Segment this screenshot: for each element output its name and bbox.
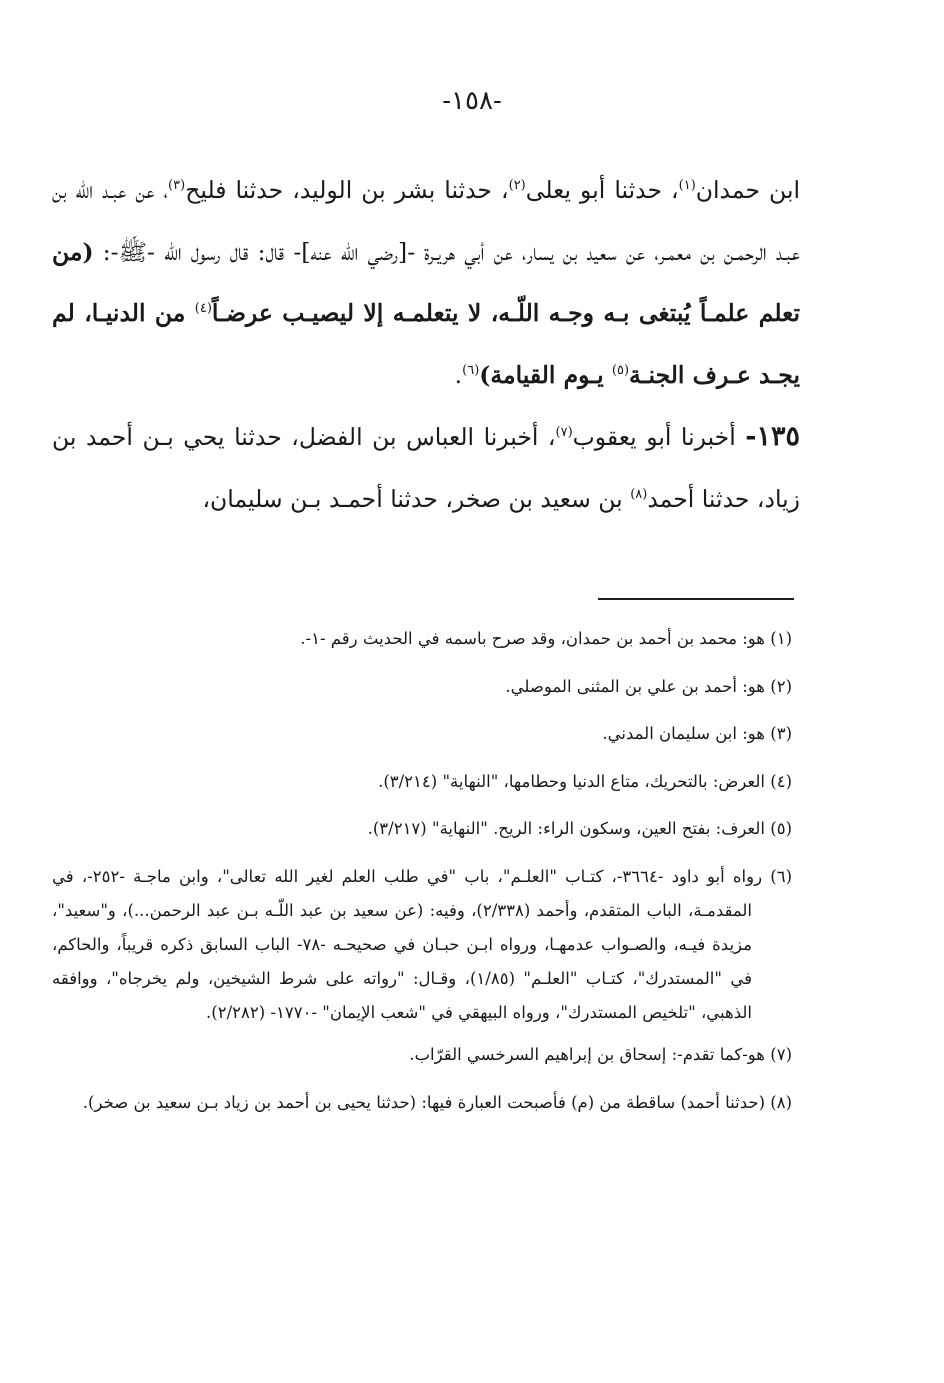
footnote-7: (٧) هو-كما تقدم-: إسحاق بن إبراهيم السرخسي القرّاب. [409, 1044, 792, 1064]
text-segment: أخبرنا أبو يعقوب [572, 423, 746, 451]
text-segment: بن سعيد بن صخر، حدثنا أحمـد بـن سليمان، [202, 484, 631, 513]
footnote-divider [598, 598, 794, 600]
footnote-5: (٥) العرف: بفتح العين، وسكون الراء: الريح. "النهاية" (٣/٢١٧). [367, 819, 792, 839]
text-segment: ، أخبرنا العباس بن الفضل، حدثنا يحي بـن أحمد بن زياد، حدثنا أحمد [52, 423, 800, 513]
footnote-1: (١) هو: محمد بن أحمد بن حمدان، وقد صرح باسمه في الحديث رقم -١-. [300, 629, 792, 648]
footnote-8: (٨) (حدثنا أحمد) ساقطة من (م) فأصبحت العبارة فيها: (حدثنا يحيى بن أحمد بن زياد بـن سعيد بن صخر). [82, 1092, 792, 1112]
text-segment: ابن حمدان [695, 176, 801, 204]
footnote-ref-8[interactable]: (٨) [630, 486, 648, 502]
footnote-ref-4[interactable]: (٤) [194, 301, 212, 317]
hadith-text-bold: يـوم القيامة) [479, 360, 612, 389]
footnote-ref-6[interactable]: (٦) [462, 362, 480, 378]
hadith-text-bold: (من تعلم علمـاً يُبتغى بـه وجـه اللّـه، لا يتعلمـه إلا ليصيـب عرضـاً [52, 237, 801, 327]
main-text [52, 160, 800, 530]
footnote-ref-5[interactable]: (٥) [611, 362, 630, 378]
footnote-6: (٦) رواه أبو داود -٣٦٦٤-، كتـاب "العلـم"، باب "في طلب العلم لغير الله تعالى"، وابن ماجـة -٢٥٢-، في المقدمـة، الباب المتقدم، وأحمد (٢/٣٣٨)، وفيه: (عن سعيد بن عبد اللّـه بـن عبد الرحمن...)، و"سعيد"، مزيدة فيـه، والصـواب عدمهـا، ورواه ابـن حبـان في صحيحـه -٧٨- الباب السابق ذكره قريباً، والحاكم، في "المستدرك"، كتـاب "العلـم" (١/٨٥)، وقـال: "رواته على شرط الشيخين، ولم يخرجاه"، ووافقه الذهبي، "تلخيص المستدرك"، ورواه البيهقي في "شعب الإيمان" -١٧٧٠- (٢/٢٨٢). [52, 866, 793, 1022]
text-segment: ، حدثنا أبو يعلى [525, 176, 679, 204]
footnote-2: (٢) هو: أحمد بن علي بن المثنى الموصلي. [505, 676, 792, 696]
footnote-ref-3[interactable]: (٣) [168, 178, 186, 194]
text-segment: ، عن عبـد الله بن عبـد الرحمـن بن معمـر، عن سعيد بن يسار، عن أبي هريـرة -[رضي الله عنه]- قال: قال رسول الله -ﷺ-: [52, 176, 800, 266]
footnote-ref-7[interactable]: (٧) [555, 425, 573, 441]
footnotes [52, 622, 792, 1120]
footnote-ref-2[interactable]: (٢) [508, 178, 526, 194]
text-segment: . [454, 360, 463, 389]
page-number: -١٥٨- [442, 86, 502, 116]
hadith-number: ١٣٥- [745, 421, 800, 452]
hadith-text-bold: من الدنيـا، لم يجـد عـرف الجنـة [52, 299, 800, 389]
text-segment: ، حدثنا بشر بن الوليد، حدثنا فليح [185, 176, 509, 204]
footnote-4: (٤) العرض: بالتحريك، متاع الدنيا وحطامها، "النهاية" (٣/٢١٤). [378, 771, 792, 791]
footnote-ref-1[interactable]: (١) [678, 178, 696, 194]
footnote-3: (٣) هو: ابن سليمان المدني. [602, 724, 792, 744]
hadith-134-paragraph [52, 160, 800, 406]
hadith-135-paragraph [52, 406, 800, 530]
